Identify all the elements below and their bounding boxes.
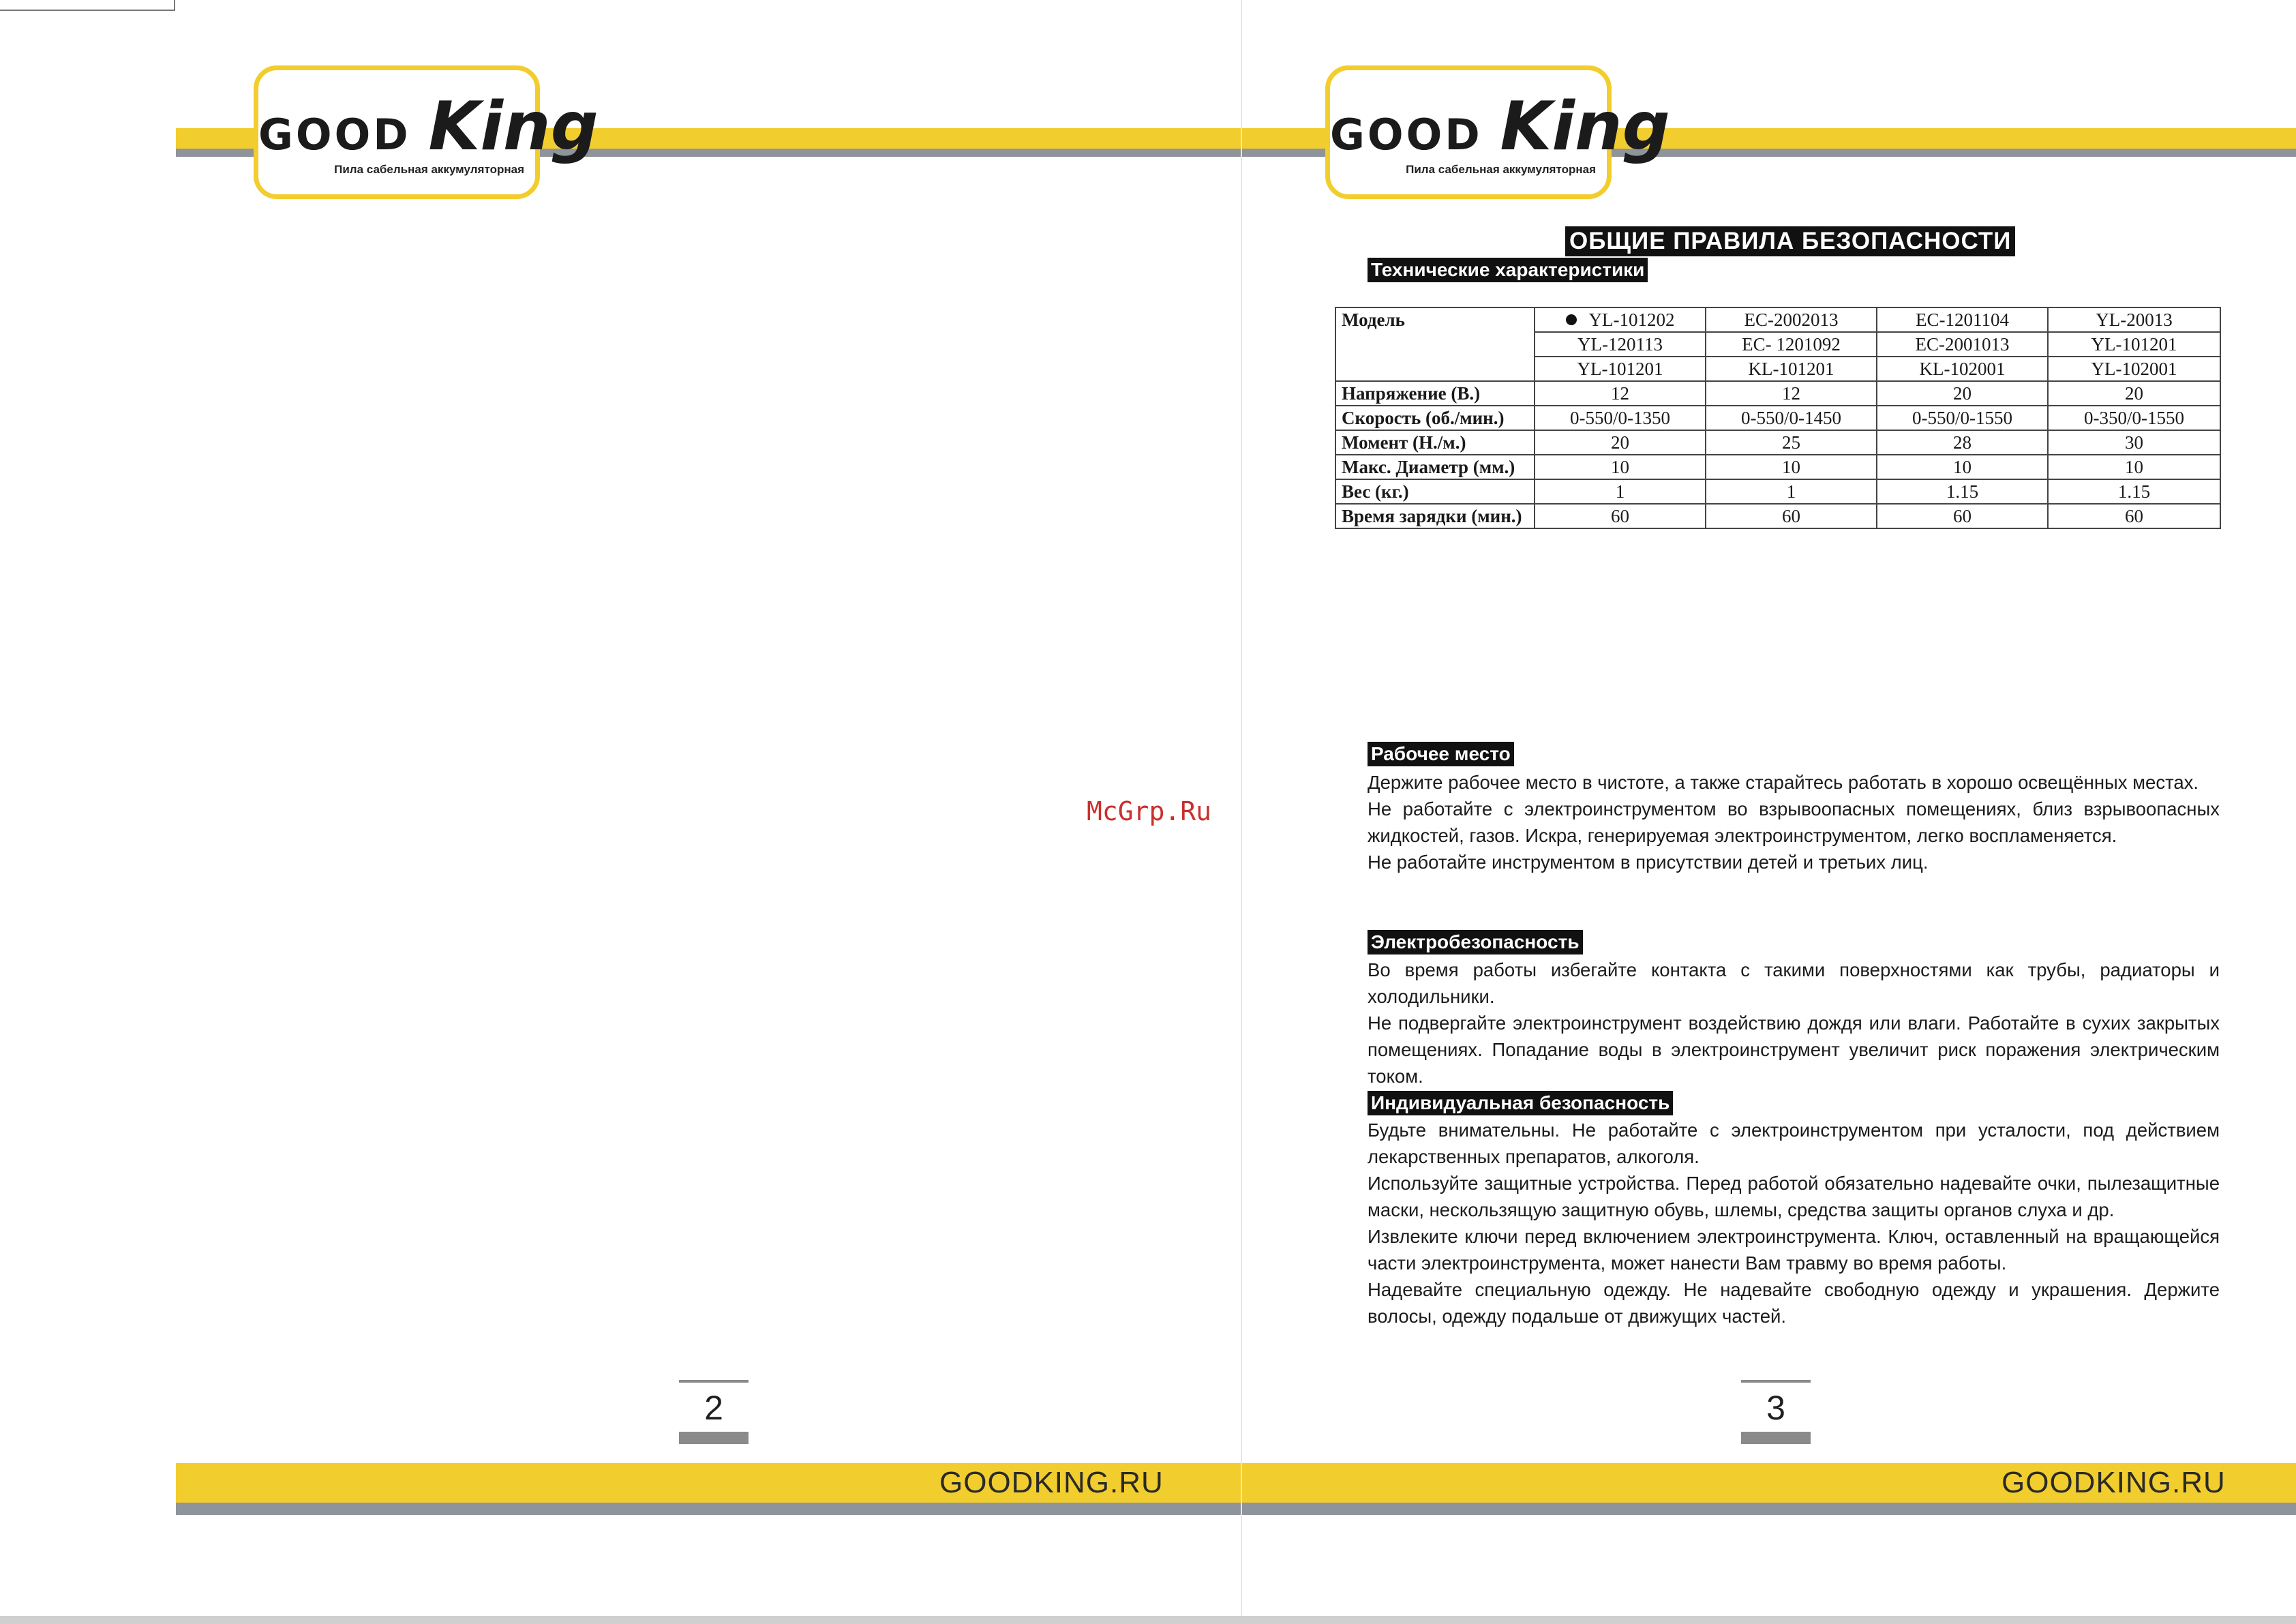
bullet-icon	[1566, 314, 1577, 325]
table-row	[1335, 504, 2220, 528]
spec-value: 1	[1706, 479, 1877, 504]
spec-label: Макс. Диаметр (мм.)	[1335, 455, 1535, 479]
footer-site: GOODKING.RU	[939, 1466, 1164, 1499]
model-label: Модель	[1335, 307, 1535, 381]
spec-value: 60	[1706, 504, 1877, 528]
model-cell: YL-120113	[1535, 332, 1706, 357]
spec-value: 20	[1535, 430, 1706, 455]
spec-value: 0-350/0-1550	[2048, 406, 2220, 430]
brand-logo	[254, 65, 599, 199]
spec-value: 0-550/0-1350	[1535, 406, 1706, 430]
specs-title: Технические характеристики	[1368, 258, 1648, 282]
model-cell: EC-2002013	[1706, 307, 1877, 332]
spec-value: 60	[1535, 504, 1706, 528]
paragraph: Не работайте инструментом в присутствии детей и третьих лиц.	[1368, 852, 1929, 873]
model-cell: EC-1201104	[1877, 307, 2048, 332]
table-row	[1335, 430, 2220, 455]
corner-mark-vertical	[174, 0, 175, 11]
model-cell: YL-102001	[2048, 357, 2220, 381]
corner-mark	[0, 10, 174, 11]
spec-value: 28	[1877, 430, 2048, 455]
page-number-rule-top	[1741, 1380, 1811, 1383]
model-cell: YL-101202	[1535, 307, 1706, 332]
brand-logo	[1325, 65, 1670, 199]
page-number: 2	[704, 1389, 723, 1427]
table-row	[1335, 455, 2220, 479]
spec-value: 10	[1877, 455, 2048, 479]
footer-site: GOODKING.RU	[2002, 1466, 2226, 1499]
footer-band-gray	[1242, 1503, 2296, 1515]
model-cell: YL-101201	[2048, 332, 2220, 357]
scan-edge	[0, 1616, 2296, 1624]
personal-heading: Индивидуальная безопасность	[1368, 1091, 1673, 1115]
model-cell: YL-101201	[1535, 357, 1706, 381]
spec-table	[1335, 307, 2221, 529]
paragraph: Не подвергайте электроинструмент воздействию дождя или влаги. Работайте в сухих закрытых помещениях. Попадание воды в электроинструмент увеличит риск поражения электрическим током.	[1368, 1012, 2220, 1087]
spec-label: Вес (кг.)	[1335, 479, 1535, 504]
spec-value: 60	[2048, 504, 2220, 528]
spec-value: 1.15	[2048, 479, 2220, 504]
workplace-text	[1368, 769, 2220, 875]
spec-label: Скорость (об./мин.)	[1335, 406, 1535, 430]
spec-value: 30	[2048, 430, 2220, 455]
spec-value: 0-550/0-1550	[1877, 406, 2048, 430]
footer-band-gray	[176, 1503, 1242, 1515]
paragraph: Используйте защитные устройства. Перед работой обязательно надевайте очки, пылезащитные маски, нескользящую защитную обувь, шлемы, средства защиты органов слуха и др.	[1368, 1173, 2220, 1220]
electrical-heading: Электробезопасность	[1368, 930, 1583, 954]
spec-value: 60	[1877, 504, 2048, 528]
paragraph: Держите рабочее место в чистоте, а также старайтесь работать в хорошо освещённых местах.	[1368, 772, 2199, 793]
table-row	[1335, 381, 2220, 406]
spec-value: 1.15	[1877, 479, 2048, 504]
electrical-text	[1368, 957, 2220, 1089]
spec-value: 1	[1535, 479, 1706, 504]
page-number-rule-bottom	[679, 1432, 749, 1444]
page-number-rule-bottom	[1741, 1432, 1811, 1444]
model-cell: KL-102001	[1877, 357, 2048, 381]
page-number: 3	[1766, 1389, 1785, 1427]
model-cell: EC- 1201092	[1706, 332, 1877, 357]
logo-wordmark: GOOD King	[1330, 88, 1670, 166]
paragraph: Во время работы избегайте контакта с такими поверхностями как трубы, радиаторы и холодильники.	[1368, 959, 2220, 1007]
page-number-rule-top	[679, 1380, 749, 1383]
paragraph: Не работайте с электроинструментом во взрывоопасных помещениях, близ взрывоопасных жидкостей, газов. Искра, генерируемая электроинструментом, легко воспламеняется.	[1368, 798, 2220, 846]
spec-label: Напряжение (В.)	[1335, 381, 1535, 406]
spec-value: 25	[1706, 430, 1877, 455]
spec-value: 10	[1706, 455, 1877, 479]
model-cell: EC-2001013	[1877, 332, 2048, 357]
logo-wordmark: GOOD King	[258, 88, 599, 166]
paragraph: Извлеките ключи перед включением электроинструмента. Ключ, оставленный на вращающейся части электроинструмента, может нанести Вам травму во время работы.	[1368, 1226, 2220, 1274]
paragraph: Надевайте специальную одежду. Не надевайте свободную одежду и украшения. Держите волосы, одежду подальше от движущих частей.	[1368, 1279, 2220, 1327]
personal-text	[1368, 1117, 2220, 1329]
table-row	[1335, 307, 2220, 332]
spec-value: 20	[1877, 381, 2048, 406]
spec-value: 12	[1706, 381, 1877, 406]
logo-subtitle: Пила сабельная аккумуляторная	[1406, 163, 1596, 176]
paragraph: Будьте внимательны. Не работайте с электроинструментом при усталости, под действием лекарственных препаратов, алкоголя.	[1368, 1119, 2220, 1167]
model-cell: KL-101201	[1706, 357, 1877, 381]
model-cell: YL-20013	[2048, 307, 2220, 332]
spec-label: Время зарядки (мин.)	[1335, 504, 1535, 528]
section-title: ОБЩИЕ ПРАВИЛА БЕЗОПАСНОСТИ	[1565, 226, 2015, 256]
spec-value: 20	[2048, 381, 2220, 406]
logo-subtitle: Пила сабельная аккумуляторная	[334, 163, 524, 176]
spec-value: 0-550/0-1450	[1706, 406, 1877, 430]
spec-value: 10	[1535, 455, 1706, 479]
spec-value: 12	[1535, 381, 1706, 406]
table-row	[1335, 406, 2220, 430]
watermark: McGrp.Ru	[1087, 796, 1212, 826]
spec-label: Момент (Н./м.)	[1335, 430, 1535, 455]
spec-value: 10	[2048, 455, 2220, 479]
table-row	[1335, 479, 2220, 504]
workplace-heading: Рабочее место	[1368, 742, 1514, 766]
